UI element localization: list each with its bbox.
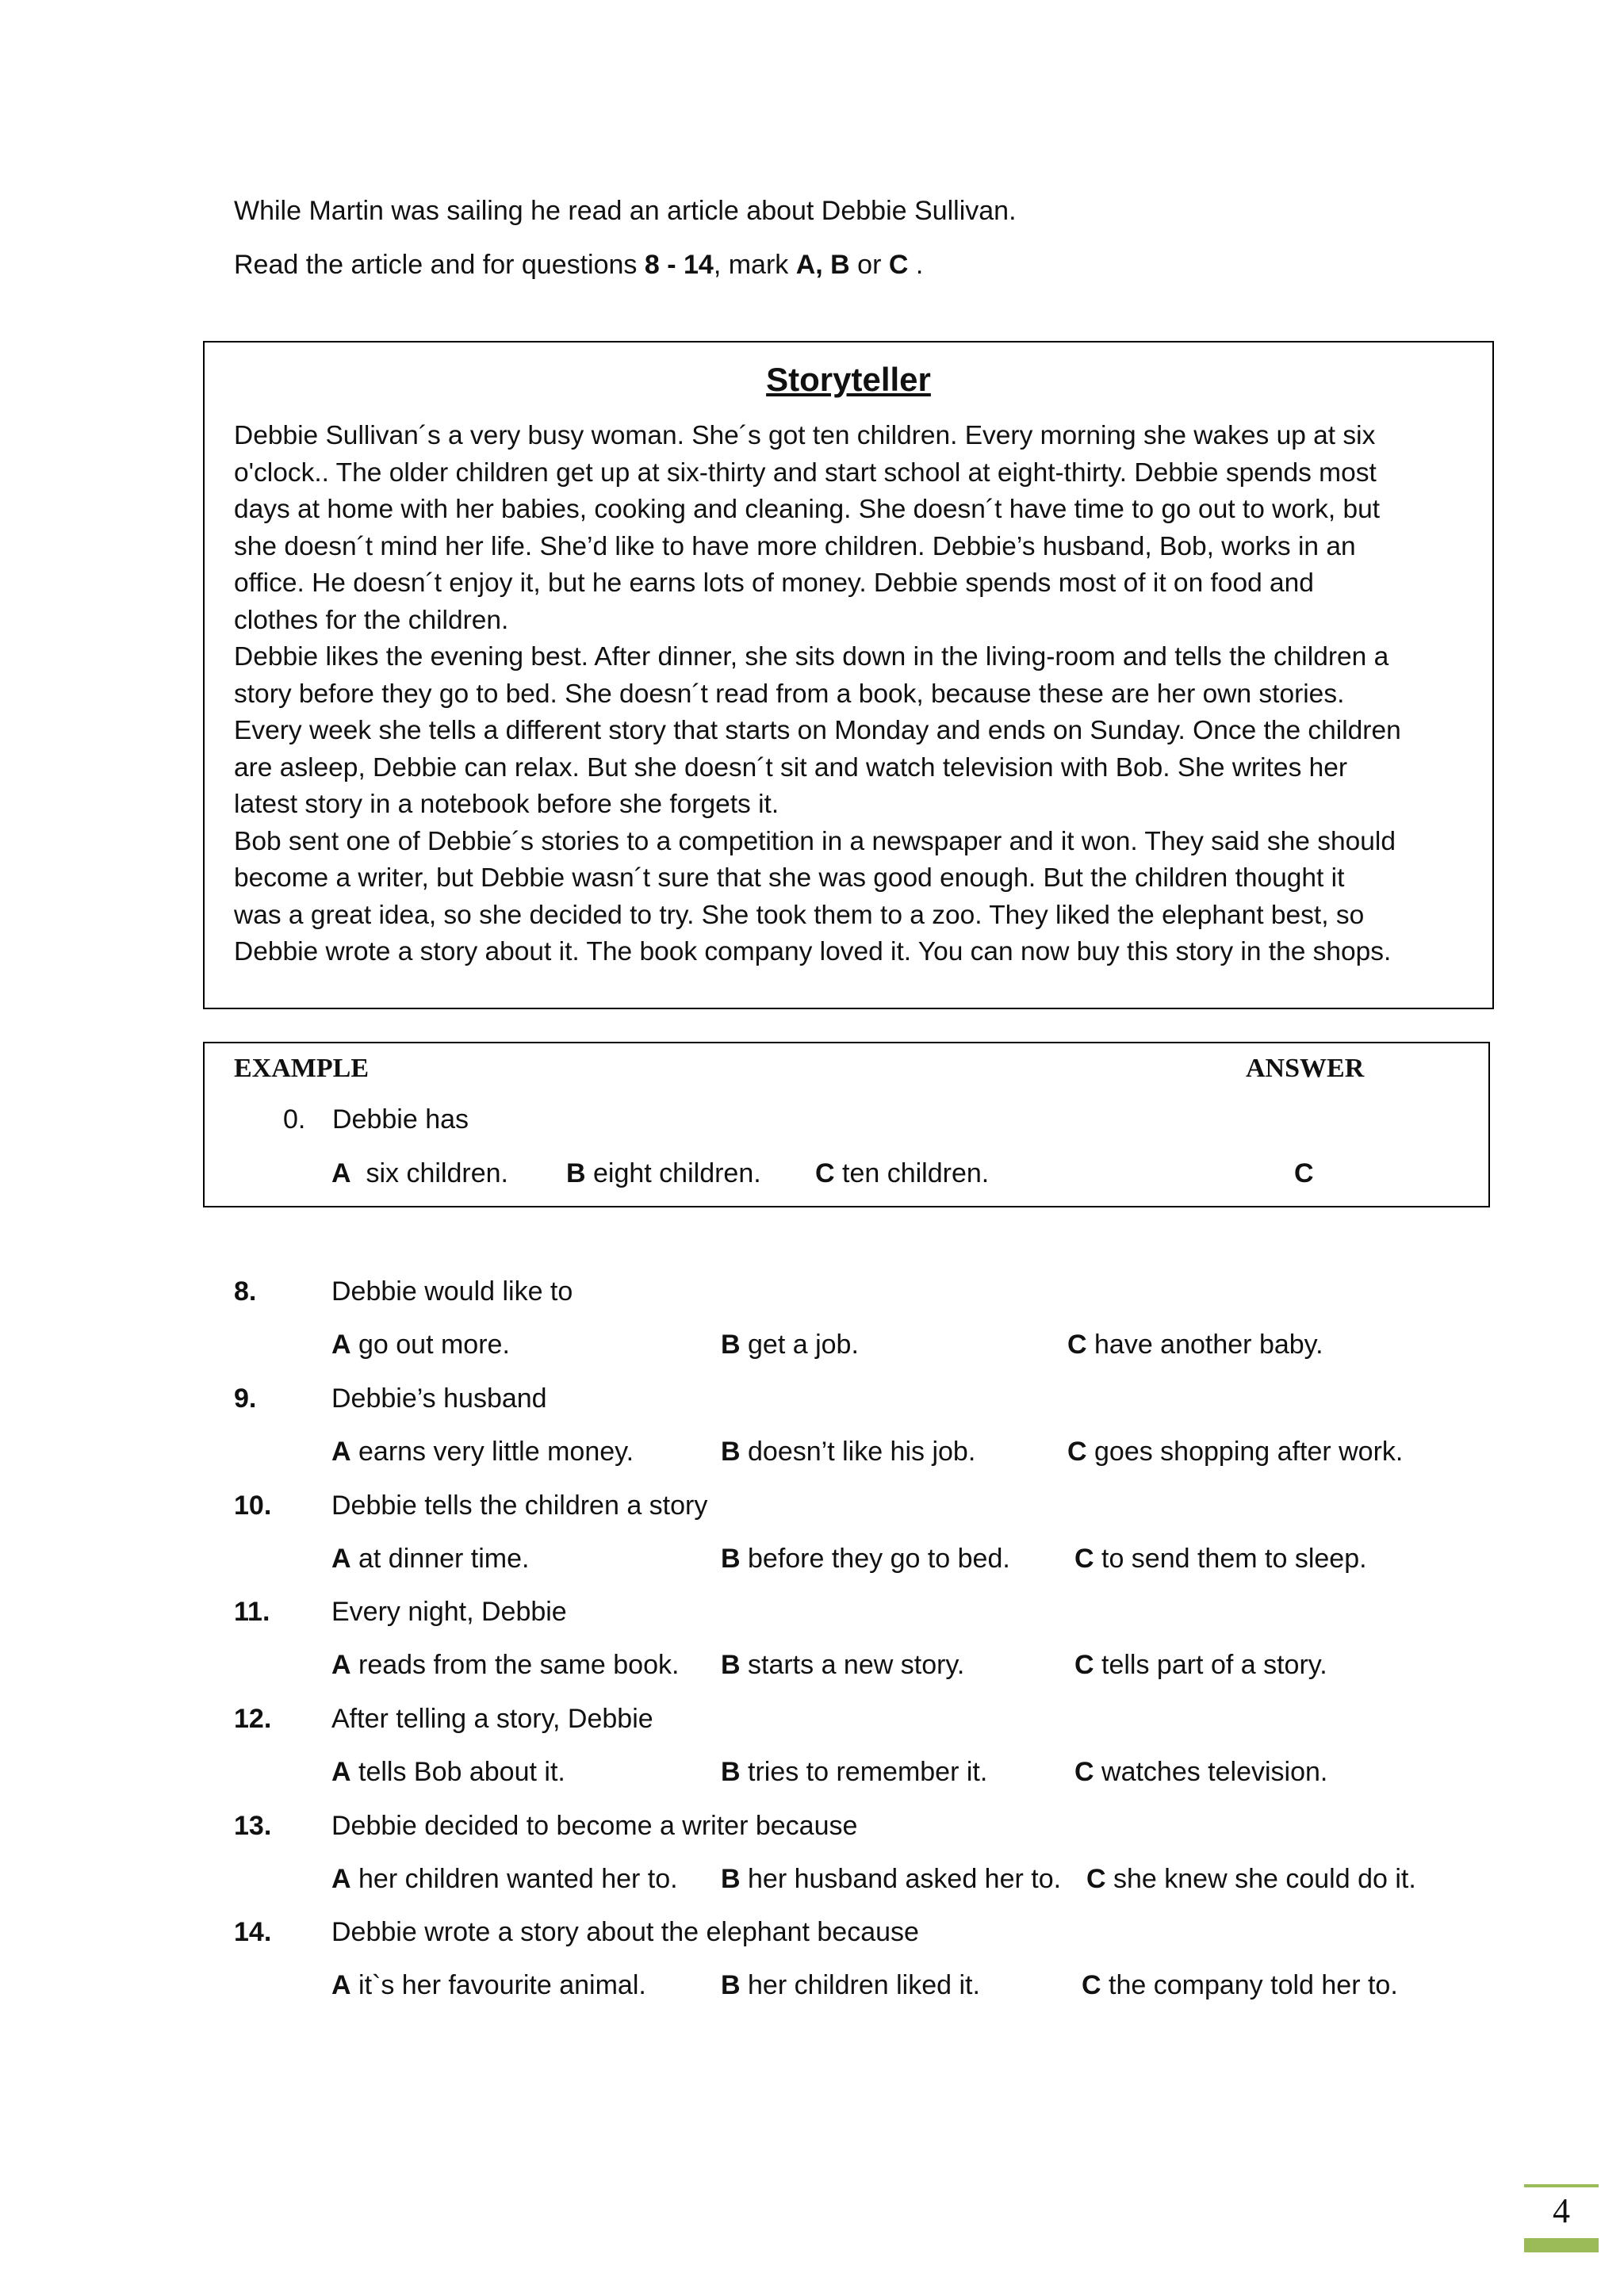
option-letter: A <box>331 1330 351 1360</box>
option-letter: B <box>721 1970 741 2000</box>
question-number: 8. <box>234 1276 257 1307</box>
option-text: tells part of a story. <box>1094 1650 1327 1680</box>
option-letter: B <box>721 1544 741 1574</box>
intro-text: , mark <box>713 250 796 280</box>
option-a <box>331 1863 678 1895</box>
intro-letters-ab: A, B <box>795 250 850 280</box>
example-answer: C <box>1294 1158 1314 1188</box>
option-letter: C <box>1074 1544 1094 1574</box>
footer-accent-bar-bottom <box>1524 2238 1599 2252</box>
question-stem: Debbie would like to <box>331 1276 573 1307</box>
page-number: 4 <box>1553 2191 1570 2230</box>
story-line: clothes for the children. <box>234 605 509 635</box>
story-line: days at home with her babies, cooking and cleaning. She doesn´t have time to go out to work, but <box>234 495 1381 524</box>
story-line: story before they go to bed. She doesn´t read from a book, because these are her own stories. <box>234 679 1345 709</box>
option-a <box>331 1969 646 2001</box>
story-title: Storyteller <box>766 361 931 398</box>
question-number: 11. <box>234 1597 270 1627</box>
question-number: 9. <box>234 1383 257 1414</box>
option-a <box>331 1329 510 1360</box>
question-stem: Debbie wrote a story about the elephant because <box>331 1917 919 1947</box>
option-text: six children. <box>350 1158 508 1188</box>
option-letter: A <box>331 1970 351 2000</box>
option-c <box>1067 1436 1403 1468</box>
option-text: goes shopping after work. <box>1086 1437 1404 1467</box>
option-text: her children wanted her to. <box>350 1864 678 1894</box>
option-text: before they go to bed. <box>740 1544 1010 1574</box>
option-c <box>1074 1543 1367 1575</box>
option-letter: A <box>331 1158 351 1188</box>
story-line: are asleep, Debbie can relax. But she doesn´t sit and watch television with Bob. She writes her <box>234 752 1348 783</box>
option-letter: A <box>331 1757 351 1787</box>
option-c <box>1082 1969 1398 2001</box>
intro-line-1: While Martin was sailing he read an article about Debbie Sullivan. <box>234 196 1017 226</box>
story-line: Debbie wrote a story about it. The book company loved it. You can now buy this story in the shops. <box>234 937 1392 966</box>
option-b <box>721 1543 1010 1575</box>
question-stem: Debbie’s husband <box>331 1383 547 1414</box>
option-letter: A <box>331 1437 351 1467</box>
option-a <box>331 1543 529 1575</box>
option-text: to send them to sleep. <box>1094 1544 1367 1574</box>
story-line: latest story in a notebook before she forgets it. <box>234 790 779 819</box>
question-stem: Debbie tells the children a story <box>331 1490 708 1521</box>
option-text: at dinner time. <box>350 1544 530 1574</box>
option-letter: C <box>1086 1864 1106 1894</box>
intro-text: or <box>849 250 889 280</box>
intro-text: Read the article and for questions <box>234 250 645 280</box>
option-letter: A <box>331 1864 351 1894</box>
story-body <box>234 418 1461 971</box>
option-b <box>721 1649 964 1681</box>
option-c <box>1074 1756 1327 1788</box>
example-box <box>203 1042 1490 1207</box>
option-letter: B <box>721 1864 741 1894</box>
question-stem: Every night, Debbie <box>331 1597 567 1627</box>
option-text: starts a new story. <box>740 1650 965 1680</box>
option-text: reads from the same book. <box>350 1650 680 1680</box>
option-text: tries to remember it. <box>740 1757 988 1787</box>
option-b <box>721 1329 859 1360</box>
option-letter: B <box>721 1330 741 1360</box>
question-stem: After telling a story, Debbie <box>331 1704 653 1734</box>
option-letter: B <box>721 1437 741 1467</box>
intro-question-range: 8 - 14 <box>644 250 714 280</box>
option-a <box>331 1436 634 1468</box>
option-text: earns very little money. <box>350 1437 634 1467</box>
example-option-c <box>815 1158 989 1189</box>
option-letter: C <box>1074 1757 1094 1787</box>
option-text: get a job. <box>740 1330 859 1360</box>
option-letter: B <box>566 1158 586 1188</box>
question-number: 13. <box>234 1811 272 1841</box>
example-option-b <box>566 1158 761 1189</box>
option-text: tells Bob about it. <box>350 1757 565 1787</box>
option-c <box>1074 1649 1327 1681</box>
intro-letter-c: C <box>888 250 909 280</box>
question-number: 10. <box>234 1490 272 1521</box>
story-line: she doesn´t mind her life. She’d like to have more children. Debbie’s husband, Bob, works in an <box>234 531 1356 561</box>
example-question <box>283 1104 469 1135</box>
footer-accent-line-top <box>1524 2184 1599 2187</box>
story-line: office. He doesn´t enjoy it, but he earns lots of money. Debbie spends most of it on food and <box>234 568 1314 598</box>
option-b <box>721 1756 987 1788</box>
option-text: it`s her favourite animal. <box>350 1970 646 2000</box>
example-label: EXAMPLE <box>234 1054 369 1083</box>
option-text: go out more. <box>350 1330 510 1360</box>
option-letter: A <box>331 1650 351 1680</box>
question-stem: Debbie decided to become a writer because <box>331 1811 858 1841</box>
option-text: watches television. <box>1094 1757 1328 1787</box>
answer-label: ANSWER <box>1246 1054 1365 1083</box>
option-letter: B <box>721 1650 741 1680</box>
option-text: doesn’t like his job. <box>740 1437 976 1467</box>
option-text: she knew she could do it. <box>1105 1864 1416 1894</box>
example-option-a <box>331 1158 508 1189</box>
story-line: Bob sent one of Debbie´s stories to a competition in a newspaper and it won. They said she should <box>234 826 1396 856</box>
option-letter: C <box>1074 1650 1094 1680</box>
example-number: 0. <box>283 1104 306 1135</box>
question-number: 12. <box>234 1704 272 1734</box>
option-c <box>1067 1329 1323 1360</box>
intro-text: . <box>908 250 924 280</box>
story-line: Every week she tells a different story that starts on Monday and ends on Sunday. Once the children <box>234 716 1401 745</box>
question-number: 14. <box>234 1917 272 1947</box>
intro-line-2 <box>234 249 923 281</box>
option-text: have another baby. <box>1086 1330 1323 1360</box>
option-letter: C <box>1067 1330 1087 1360</box>
option-text: eight children. <box>585 1158 761 1188</box>
option-b <box>721 1436 975 1468</box>
option-b <box>721 1969 980 2001</box>
example-stem: Debbie has <box>332 1104 469 1135</box>
option-letter: B <box>721 1757 741 1787</box>
option-letter: A <box>331 1544 351 1574</box>
story-line: Debbie likes the evening best. After dinner, she sits down in the living-room and tells the children a <box>234 642 1389 672</box>
option-c <box>1086 1863 1416 1895</box>
story-line: Debbie Sullivan´s a very busy woman. She´s got ten children. Every morning she wakes up at six <box>234 421 1376 450</box>
story-box <box>203 341 1494 1009</box>
option-a <box>331 1649 679 1681</box>
story-line: o'clock.. The older children get up at six-thirty and start school at eight-thirty. Debbie spends most <box>234 457 1377 488</box>
option-b <box>721 1863 1061 1895</box>
option-text: her children liked it. <box>740 1970 980 2000</box>
option-text: ten children. <box>834 1158 990 1188</box>
story-line: become a writer, but Debbie wasn´t sure that she was good enough. But the children thought it <box>234 863 1345 893</box>
story-line: was a great idea, so she decided to try. She took them to a zoo. They liked the elephant best, so <box>234 900 1365 930</box>
option-text: her husband asked her to. <box>740 1864 1062 1894</box>
option-letter: C <box>815 1158 835 1188</box>
option-a <box>331 1756 565 1788</box>
option-letter: C <box>1067 1437 1087 1467</box>
option-text: the company told her to. <box>1101 1970 1398 2000</box>
option-letter: C <box>1082 1970 1101 2000</box>
